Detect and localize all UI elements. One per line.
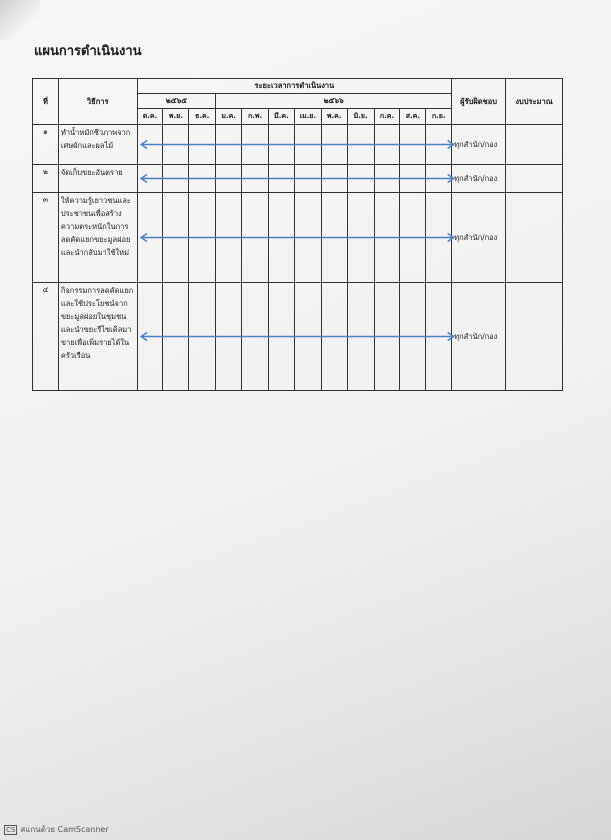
month-cell (268, 193, 294, 283)
month-cell (137, 125, 163, 165)
scan-corner-shadow (0, 0, 40, 40)
row-budget (506, 193, 563, 283)
month-cell (137, 165, 163, 193)
month-cell (163, 283, 189, 391)
month-cell (400, 165, 426, 193)
row-number: ๒ (33, 165, 59, 193)
month-cell (426, 193, 452, 283)
month-cell (400, 193, 426, 283)
header-no: ที่ (33, 79, 59, 125)
month-cell (374, 283, 400, 391)
month-cell (189, 283, 216, 391)
month-cell (137, 193, 163, 283)
month-cell (242, 165, 269, 193)
month-cell (294, 193, 321, 283)
header-month: ส.ค. (400, 109, 426, 125)
row-responsible: ทุกสำนัก/กอง (452, 165, 506, 193)
header-month: ก.ค. (374, 109, 400, 125)
month-cell (294, 283, 321, 391)
row-method: ทำน้ำหมักชีวภาพจากเศษผักและผลไม้ (58, 125, 137, 165)
header-month: พ.ย. (163, 109, 189, 125)
header-month: ก.พ. (242, 109, 269, 125)
month-cell (294, 165, 321, 193)
month-cell (347, 165, 374, 193)
month-cell (189, 165, 216, 193)
header-month: มิ.ย. (347, 109, 374, 125)
month-cell (374, 165, 400, 193)
row-method: จัดเก็บขยะอันตราย (58, 165, 137, 193)
row-method: กิจกรรมการลดคัดแยก และใช้ประโยชน์จากขยะมูลฝอยในชุมชนและนำขยะรีไซเคิลมาขายเพื่อเพิ่มรายได้ในครัวเรือน (58, 283, 137, 391)
table-row (33, 283, 563, 391)
header-month: พ.ค. (321, 109, 347, 125)
header-month: มี.ค. (268, 109, 294, 125)
month-cell (163, 165, 189, 193)
month-cell (268, 125, 294, 165)
month-cell (347, 193, 374, 283)
header-period: ระยะเวลาการดำเนินงาน (137, 79, 452, 94)
month-cell (321, 165, 347, 193)
camscanner-logo: CS (6, 826, 16, 834)
header-responsible: ผู้รับผิดชอบ (452, 79, 506, 125)
header-year-2566: ๒๕๖๖ (216, 94, 452, 109)
month-cell (400, 283, 426, 391)
header-month: ธ.ค. (189, 109, 216, 125)
month-cell (268, 165, 294, 193)
table-row (33, 193, 563, 283)
month-cell (163, 193, 189, 283)
plan-table (32, 78, 563, 391)
header-month: ก.ย. (426, 109, 452, 125)
month-cell (242, 125, 269, 165)
header-month: ม.ค. (216, 109, 242, 125)
month-cell (163, 125, 189, 165)
row-number: ๑ (33, 125, 59, 165)
page-title: แผนการดำเนินงาน (34, 44, 142, 59)
month-cell (216, 193, 242, 283)
footer-watermark (4, 823, 109, 836)
row-responsible: ทุกสำนัก/กอง (452, 283, 506, 391)
month-cell (321, 283, 347, 391)
month-cell (426, 165, 452, 193)
footer-text: สแกนด้วย CamScanner (20, 825, 109, 834)
header-budget: งบประมาณ (506, 79, 563, 125)
month-cell (294, 125, 321, 165)
month-cell (268, 283, 294, 391)
month-cell (426, 125, 452, 165)
row-budget (506, 125, 563, 165)
month-cell (242, 193, 269, 283)
month-cell (216, 125, 242, 165)
month-cell (189, 193, 216, 283)
month-cell (374, 125, 400, 165)
month-cell (216, 165, 242, 193)
month-cell (426, 283, 452, 391)
row-budget (506, 283, 563, 391)
header-year-2565: ๒๕๖๕ (137, 94, 216, 109)
table-row (33, 125, 563, 165)
row-budget (506, 165, 563, 193)
month-cell (400, 125, 426, 165)
row-responsible: ทุกสำนัก/กอง (452, 125, 506, 165)
header-month: ต.ค. (137, 109, 163, 125)
row-method: ให้ความรู้เยาวชนและประชาชนเพื่อสร้างความตระหนักในการลดคัดแยกขยะมูลฝอยและนำกลับมาใช้ใหม่ (58, 193, 137, 283)
month-cell (321, 193, 347, 283)
month-cell (347, 283, 374, 391)
month-cell (242, 283, 269, 391)
row-responsible: ทุกสำนัก/กอง (452, 193, 506, 283)
month-cell (137, 283, 163, 391)
header-month: เม.ย. (294, 109, 321, 125)
table-row (33, 165, 563, 193)
row-number: ๔ (33, 283, 59, 391)
header-method: วิธีการ (58, 79, 137, 125)
month-cell (347, 125, 374, 165)
month-cell (374, 193, 400, 283)
row-number: ๓ (33, 193, 59, 283)
month-cell (189, 125, 216, 165)
month-cell (321, 125, 347, 165)
month-cell (216, 283, 242, 391)
